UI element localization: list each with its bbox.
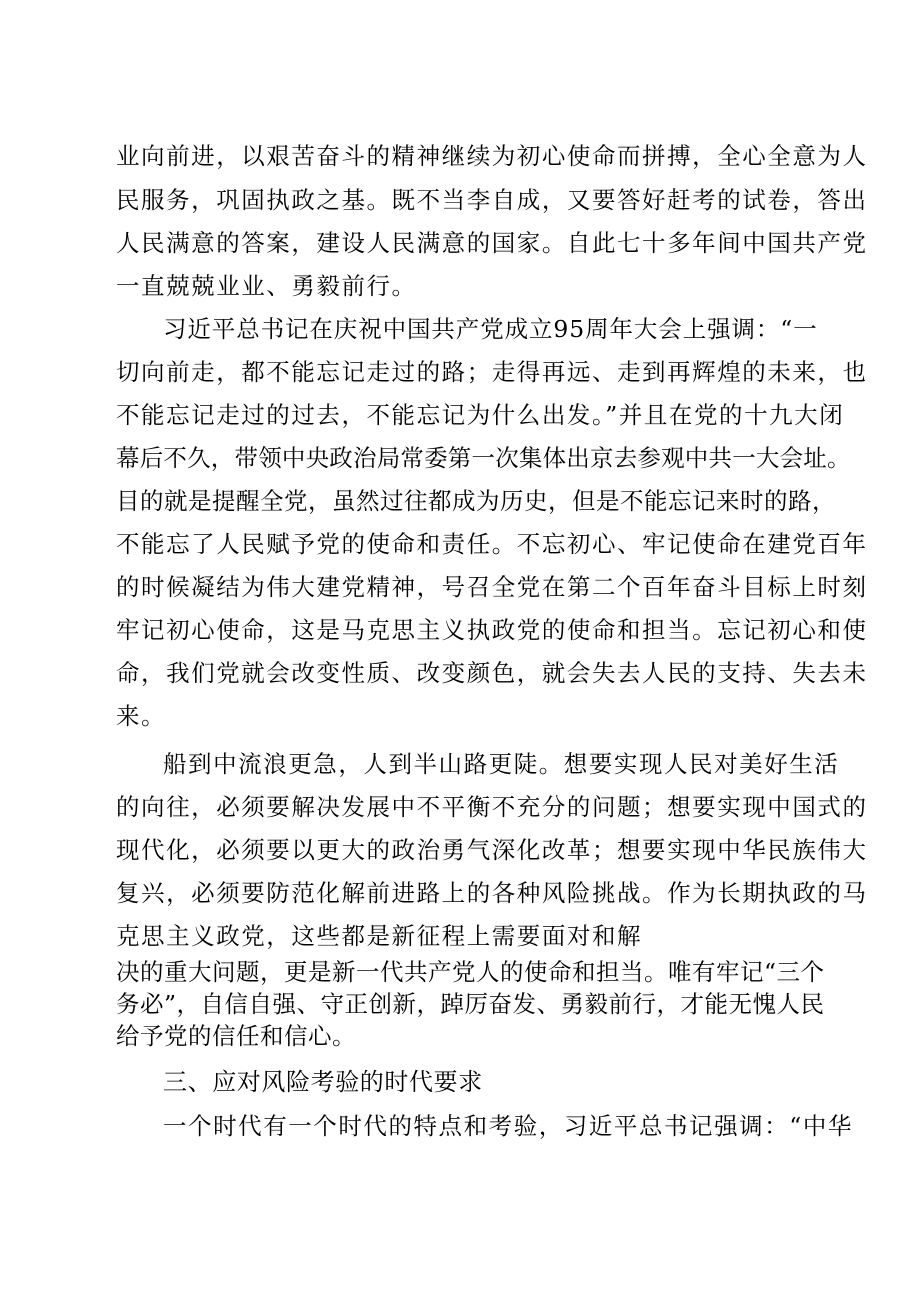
- paragraph-2-line-4: 幕后不久，带领中央政治局常委第一次集体出京去参观中共一大会址。: [116, 444, 851, 472]
- section-heading: 三、应对风险考验的时代要求: [163, 1068, 483, 1096]
- paragraph-2-line-6: 不能忘了人民赋予党的使命和责任。不忘初心、牢记使命在建党百年: [116, 530, 868, 558]
- paragraph-3-line-5: 克思主义政党，这些都是新征程上需要面对和解: [116, 922, 643, 950]
- paragraph-2-line-5: 目的就是提醒全党，虽然过往都成为历史，但是不能忘记来时的路，: [116, 487, 836, 515]
- paragraph-1-line-2: 民服务，巩固执政之基。既不当李自成，又要答好赶考的试卷，答出: [116, 186, 868, 214]
- paragraph-1-line-4: 一直兢兢业业、勇毅前行。: [116, 272, 417, 300]
- paragraph-2-line-2: 切向前走，都不能忘记走过的路；走得再远、走到再辉煌的未来，也: [116, 358, 868, 386]
- paragraph-3-line-1: 船到中流浪更急，人到半山路更陡。想要实现人民对美好生活: [163, 750, 840, 778]
- paragraph-2-line-10: 来。: [116, 702, 167, 730]
- paragraph-2-line-8: 牢记初心使命，这是马克思主义执政党的使命和担当。忘记初心和使: [116, 616, 868, 644]
- paragraph-1-line-3: 人民满意的答案，建设人民满意的国家。自此七十多年间中国共产党: [116, 229, 868, 257]
- paragraph-2-line-9: 命，我们党就会改变性质、改变颜色，就会失去人民的支持、失去未: [116, 659, 868, 687]
- paragraph-2-line-3: 不能忘记走过的过去，不能忘记为什么出发。”并且在党的十九大闭: [116, 401, 845, 429]
- paragraph-3-line-2: 的向往，必须要解决发展中不平衡不充分的问题；想要实现中国式的: [116, 793, 868, 821]
- paragraph-3-line-6: 决的重大问题，更是新一代共产党人的使命和担当。唯有牢记“三个: [116, 958, 825, 986]
- paragraph-3-line-8: 给予党的信任和信心。: [116, 1022, 356, 1050]
- paragraph-4-line-1: 一个时代有一个时代的特点和考验，习近平总书记强调：“中华: [163, 1112, 853, 1140]
- paragraph-1-line-1: 业向前进，以艰苦奋斗的精神继续为初心使命而拼搏，全心全意为人: [116, 142, 868, 170]
- paragraph-3-line-4: 复兴，必须要防范化解前进路上的各种风险挑战。作为长期执政的马: [116, 879, 868, 907]
- paragraph-3-line-7: 务必”，自信自强、守正创新，踔厉奋发、勇毅前行，才能无愧人民: [116, 990, 825, 1018]
- paragraph-3-line-3: 现代化，必须要以更大的政治勇气深化改革；想要实现中华民族伟大: [116, 836, 868, 864]
- paragraph-2-line-1: 习近平总书记在庆祝中国共产党成立95周年大会上强调：“一: [163, 315, 818, 343]
- paragraph-2-line-7: 的时候凝结为伟大建党精神，号召全党在第二个百年奋斗目标上时刻: [116, 573, 868, 601]
